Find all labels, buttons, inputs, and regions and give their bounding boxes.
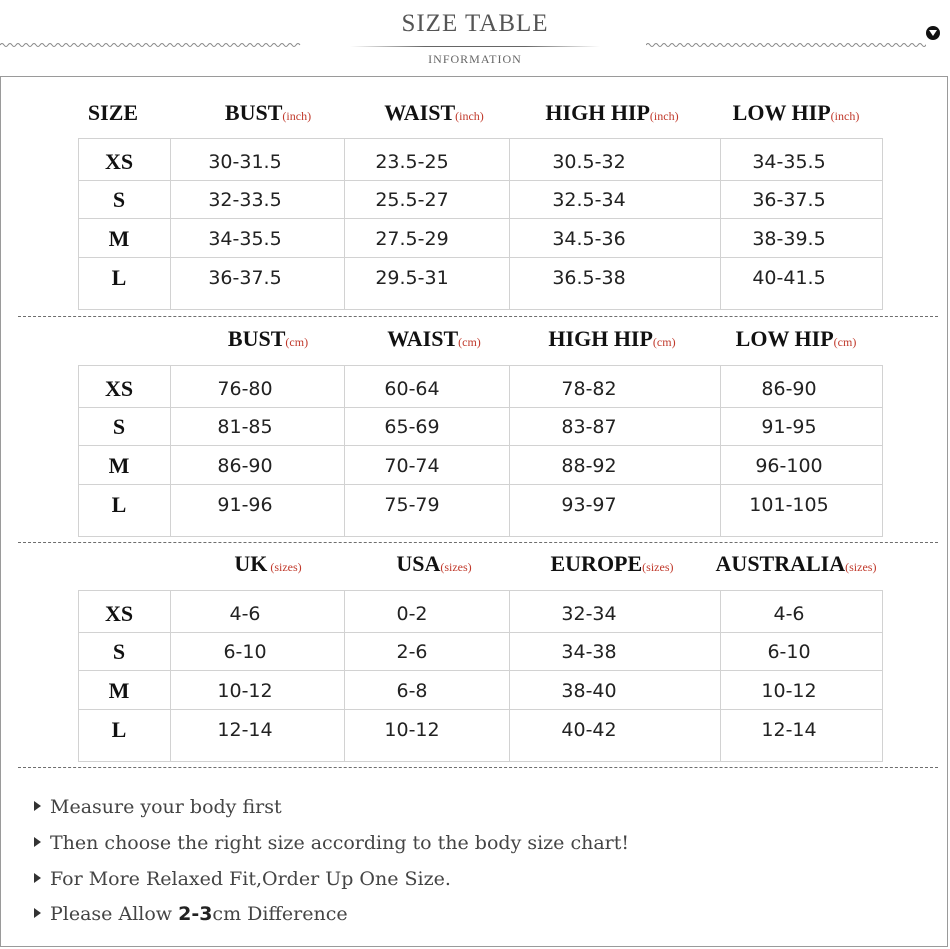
column-header bbox=[234, 551, 301, 577]
column-header-unit: (inch) bbox=[830, 109, 860, 123]
cell-high-hip: 32.5-34 bbox=[552, 189, 626, 211]
cell-waist: 25.5-27 bbox=[375, 189, 449, 211]
note-text-post: cm Difference bbox=[212, 903, 348, 925]
table-row bbox=[79, 259, 882, 297]
table-row bbox=[79, 633, 882, 671]
column-header bbox=[225, 100, 311, 126]
column-header bbox=[736, 326, 857, 352]
section-divider bbox=[18, 316, 938, 317]
column-header bbox=[548, 326, 675, 352]
cell-waist: 27.5-29 bbox=[375, 228, 449, 250]
cell-waist: 60-64 bbox=[384, 378, 440, 400]
triangle-right-icon bbox=[34, 873, 41, 883]
column-header-unit: (sizes) bbox=[440, 560, 472, 574]
column-header bbox=[545, 100, 678, 126]
section-header-cm bbox=[0, 326, 950, 356]
cell-low-hip: 12-14 bbox=[761, 719, 817, 741]
size-table-cm bbox=[78, 365, 883, 537]
cell-waist: 65-69 bbox=[384, 416, 440, 438]
section-divider bbox=[18, 542, 938, 543]
cell-waist: 23.5-25 bbox=[375, 151, 449, 173]
cell-bust: 36-37.5 bbox=[208, 267, 282, 289]
section-header-inch bbox=[0, 100, 950, 130]
note-item bbox=[34, 832, 629, 854]
cell-bust: 81-85 bbox=[217, 416, 273, 438]
cell-waist: 0-2 bbox=[396, 603, 428, 625]
note-item bbox=[34, 796, 282, 818]
column-header-unit: (inch) bbox=[282, 109, 312, 123]
cell-bust: 86-90 bbox=[217, 455, 273, 477]
table-row bbox=[79, 672, 882, 710]
column-header bbox=[716, 551, 877, 577]
table-row bbox=[79, 181, 882, 219]
cell-high-hip: 78-82 bbox=[561, 378, 617, 400]
cell-waist: 29.5-31 bbox=[375, 267, 449, 289]
cell-waist: 70-74 bbox=[384, 455, 440, 477]
cell-bust: 34-35.5 bbox=[208, 228, 282, 250]
size-label: XS bbox=[104, 376, 134, 401]
note-text: For More Relaxed Fit,Order Up One Size. bbox=[50, 868, 451, 890]
note-text: Measure your body first bbox=[50, 796, 282, 818]
column-header bbox=[733, 100, 860, 126]
chevron-down-icon bbox=[926, 26, 940, 40]
note-text-pre: Please Allow bbox=[50, 903, 179, 925]
cell-low-hip: 10-12 bbox=[761, 680, 817, 702]
column-header-label: BUST bbox=[227, 326, 286, 351]
table-row bbox=[79, 143, 882, 181]
cell-low-hip: 38-39.5 bbox=[752, 228, 826, 250]
note-text: Then choose the right size according to the body size chart! bbox=[50, 832, 630, 854]
size-column-header: SIZE bbox=[87, 100, 139, 125]
column-header-label: HIGH HIP bbox=[548, 326, 653, 351]
header-wave-right bbox=[646, 42, 926, 48]
cell-bust: 91-96 bbox=[217, 494, 273, 516]
cell-bust: 10-12 bbox=[217, 680, 273, 702]
cell-bust: 32-33.5 bbox=[208, 189, 282, 211]
note-text-bold: 2-3 bbox=[178, 903, 213, 925]
size-label: S bbox=[112, 187, 126, 212]
cell-waist: 2-6 bbox=[396, 641, 428, 663]
size-label: L bbox=[111, 265, 127, 290]
cell-waist: 6-8 bbox=[396, 680, 428, 702]
cell-high-hip: 34.5-36 bbox=[552, 228, 626, 250]
page-subtitle: INFORMATION bbox=[428, 52, 522, 66]
size-table-international bbox=[78, 590, 883, 762]
column-header bbox=[387, 326, 481, 352]
cell-bust: 12-14 bbox=[217, 719, 273, 741]
column-header-label: BUST bbox=[224, 100, 283, 125]
column-header bbox=[550, 551, 673, 577]
size-label: M bbox=[108, 226, 130, 251]
cell-high-hip: 32-34 bbox=[561, 603, 617, 625]
column-header-unit: (cm) bbox=[285, 335, 309, 349]
column-header-label: UK bbox=[234, 551, 268, 576]
size-table-inch bbox=[78, 138, 883, 310]
triangle-right-icon bbox=[34, 837, 41, 847]
column-header bbox=[228, 326, 308, 352]
column-header-label: AUSTRALIA bbox=[715, 551, 846, 576]
column-header-label: HIGH HIP bbox=[545, 100, 650, 125]
size-label: S bbox=[112, 639, 126, 664]
cell-high-hip: 83-87 bbox=[561, 416, 617, 438]
cell-bust: 30-31.5 bbox=[208, 151, 282, 173]
page-title: SIZE TABLE bbox=[401, 10, 549, 37]
table-row bbox=[79, 370, 882, 408]
table-row bbox=[79, 447, 882, 485]
table-row bbox=[79, 220, 882, 258]
cell-high-hip: 40-42 bbox=[561, 719, 617, 741]
column-header-label: LOW HIP bbox=[735, 326, 834, 351]
triangle-right-icon bbox=[34, 908, 41, 918]
column-header bbox=[384, 100, 484, 126]
column-header-unit: (cm) bbox=[652, 335, 676, 349]
cell-high-hip: 36.5-38 bbox=[552, 267, 626, 289]
size-label: M bbox=[108, 678, 130, 703]
cell-low-hip: 91-95 bbox=[761, 416, 817, 438]
size-label: XS bbox=[104, 149, 134, 174]
column-header-unit: (sizes) bbox=[845, 560, 877, 574]
triangle-right-icon bbox=[34, 801, 41, 811]
cell-low-hip: 6-10 bbox=[767, 641, 811, 663]
size-label: XS bbox=[104, 601, 134, 626]
column-header-label: WAIST bbox=[387, 326, 459, 351]
cell-high-hip: 38-40 bbox=[561, 680, 617, 702]
cell-low-hip: 34-35.5 bbox=[752, 151, 826, 173]
cell-low-hip: 36-37.5 bbox=[752, 189, 826, 211]
column-header-unit: (inch) bbox=[649, 109, 679, 123]
cell-low-hip: 101-105 bbox=[749, 494, 829, 516]
cell-bust: 4-6 bbox=[229, 603, 261, 625]
size-label: S bbox=[112, 414, 126, 439]
cell-high-hip: 88-92 bbox=[561, 455, 617, 477]
column-header-label: WAIST bbox=[384, 100, 456, 125]
table-row bbox=[79, 595, 882, 633]
cell-low-hip: 4-6 bbox=[773, 603, 805, 625]
column-header-label: EUROPE bbox=[550, 551, 643, 576]
column-header-unit: (cm) bbox=[458, 335, 481, 349]
note-item bbox=[34, 903, 348, 925]
section-header-sizes bbox=[0, 551, 950, 581]
size-label: L bbox=[111, 717, 127, 742]
cell-low-hip: 40-41.5 bbox=[752, 267, 826, 289]
cell-waist: 75-79 bbox=[384, 494, 440, 516]
column-header-unit: (sizes) bbox=[642, 560, 674, 574]
cell-low-hip: 86-90 bbox=[761, 378, 817, 400]
table-row bbox=[79, 486, 882, 524]
column-header-label: USA bbox=[396, 551, 441, 576]
note-item bbox=[34, 868, 451, 890]
size-label: L bbox=[111, 492, 127, 517]
cell-high-hip: 34-38 bbox=[561, 641, 617, 663]
size-label: M bbox=[108, 453, 130, 478]
cell-bust: 76-80 bbox=[217, 378, 273, 400]
cell-low-hip: 96-100 bbox=[755, 455, 823, 477]
cell-waist: 10-12 bbox=[384, 719, 440, 741]
column-header-unit: (sizes) bbox=[267, 560, 302, 574]
column-header-label: LOW HIP bbox=[732, 100, 831, 125]
section-divider bbox=[18, 767, 938, 768]
cell-high-hip: 30.5-32 bbox=[552, 151, 626, 173]
cell-high-hip: 93-97 bbox=[561, 494, 617, 516]
table-row bbox=[79, 408, 882, 446]
column-header bbox=[396, 551, 471, 577]
column-header-unit: (cm) bbox=[833, 335, 857, 349]
table-row bbox=[79, 711, 882, 749]
header-rule bbox=[350, 46, 600, 47]
column-header-unit: (inch) bbox=[455, 109, 484, 123]
header-wave-left bbox=[0, 42, 308, 48]
cell-bust: 6-10 bbox=[223, 641, 267, 663]
